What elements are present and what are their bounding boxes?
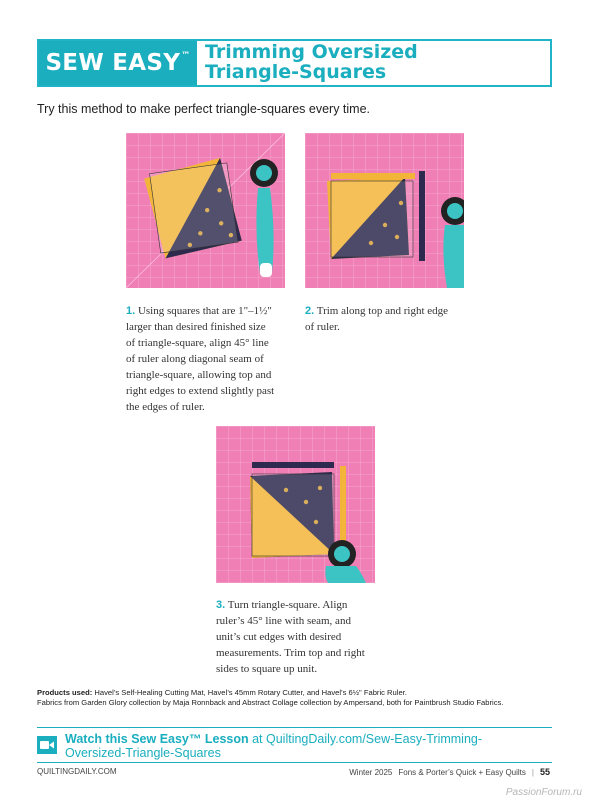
divider xyxy=(37,762,552,763)
step-3-text: 3. Turn triangle-square. Align ruler’s 45° line with seam, and unit’s cut edges with desired measurements. Trim top and right sides to square up unit. xyxy=(216,599,365,675)
page-number: 55 xyxy=(539,767,550,777)
products-used: Products used: Havel’s Self-Healing Cutting Mat, Havel’s 45mm Rotary Cutter, and Havel’s 6½" Fabric Ruler. Fabrics from Garden Glory collection by Maja Ronnback and Abstract Collage collection by Ampersand, both for Paintbrush Studio Fabrics. xyxy=(37,688,504,707)
step-3-photo xyxy=(216,426,375,583)
watermark: PassionForum.ru xyxy=(505,787,582,798)
step-2-photo xyxy=(305,133,464,288)
footer-site: QUILTINGDAILY.COM xyxy=(37,767,117,776)
footer-issue: Winter 2025 Fons & Porter’s Quick + Easy Quilts | 55 xyxy=(349,767,550,777)
divider xyxy=(37,727,552,728)
sew-easy-header xyxy=(37,39,552,87)
brand-badge: SEW EASY ™ xyxy=(39,41,197,85)
page-title: Trimming Oversized Triangle-Squares xyxy=(205,41,418,83)
video-camera-icon[interactable] xyxy=(37,736,57,754)
intro-text: Try this method to make perfect triangle-squares every time. xyxy=(37,102,371,116)
step-2-text: 2. Trim along top and right edge of ruler. xyxy=(305,305,449,333)
step-1-text: 1. Using squares that are 1"–1½" larger than desired finished size of triangle-square, align 45° line of ruler along diagonal seam of triangle-square, allowing top and right edges to extend slightly past the edges of ruler. xyxy=(126,305,275,413)
watch-lesson-link[interactable]: Watch this Sew Easy™ Lesson at QuiltingDaily.com/Sew-Easy-Trimming- Oversized-Triangle-Squares xyxy=(65,732,483,760)
step-1-photo xyxy=(126,133,285,288)
